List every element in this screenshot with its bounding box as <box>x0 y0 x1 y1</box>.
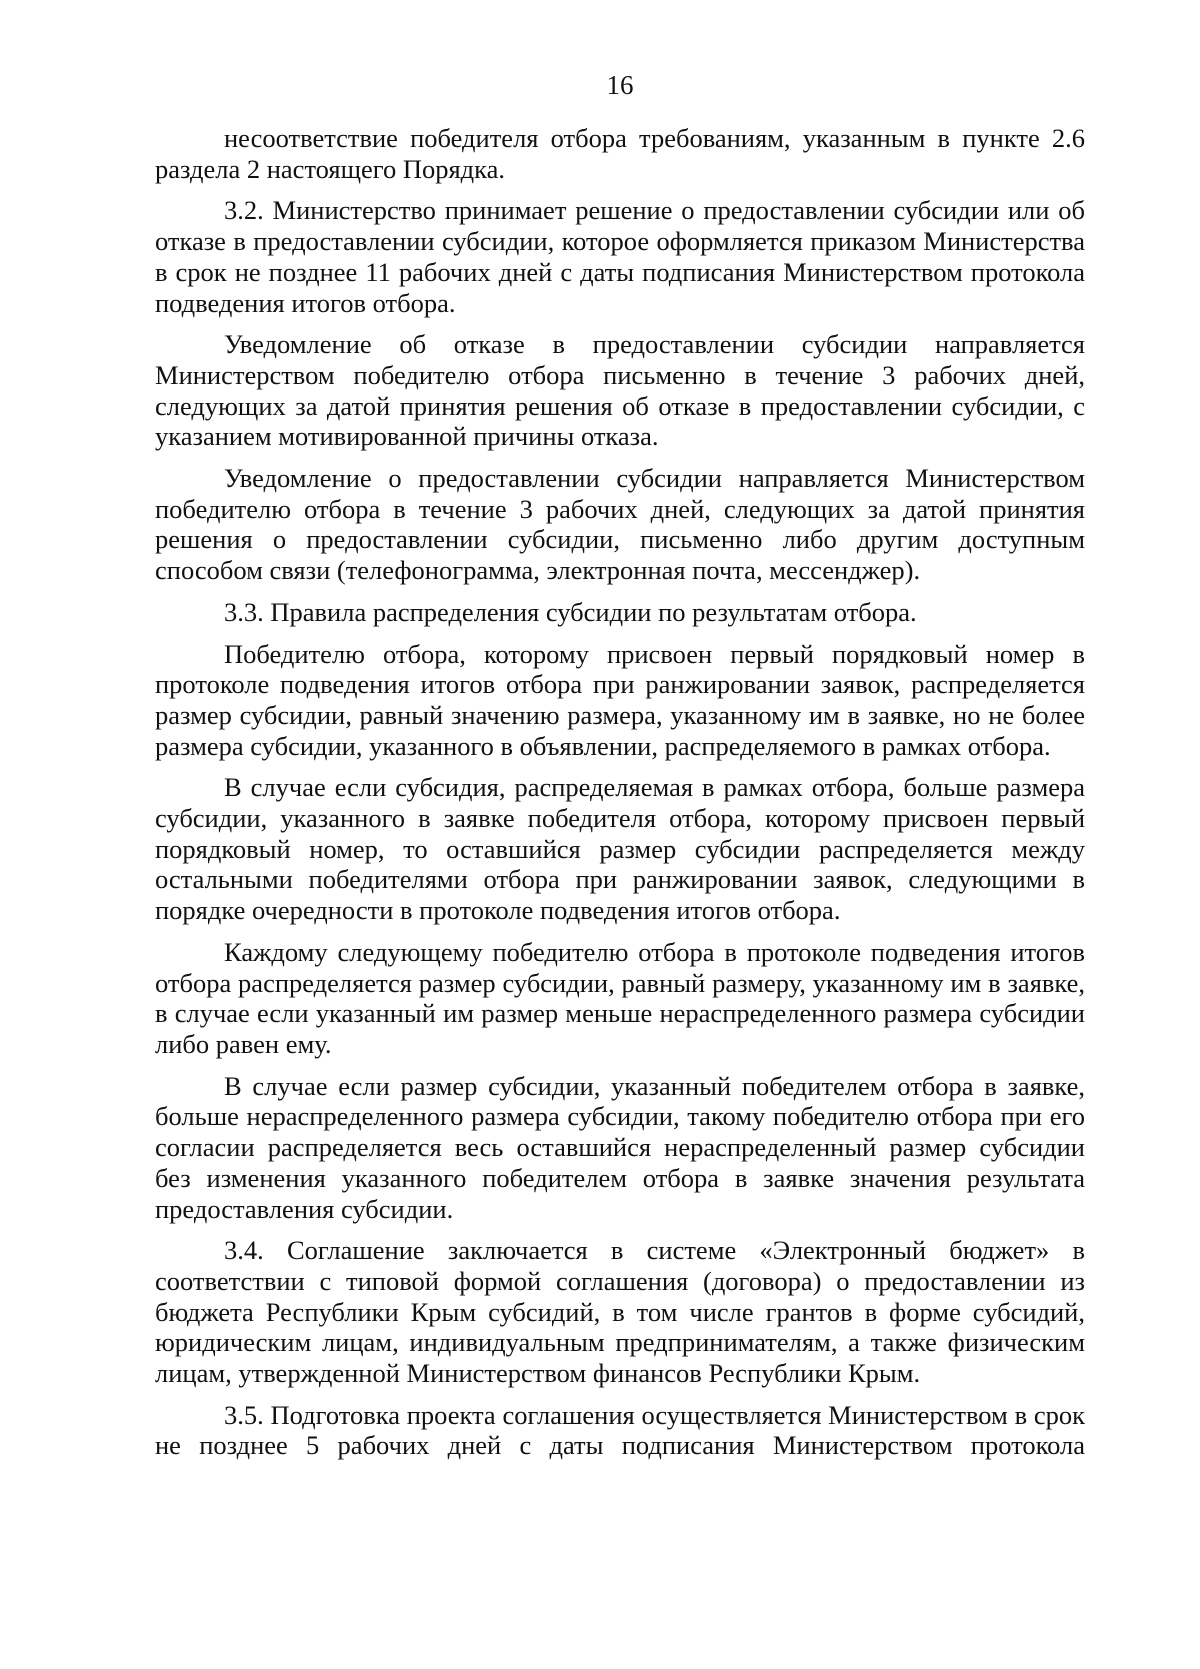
paragraph-grant-notice: Уведомление о предоставлении субсидии направляется Министерством победителю отбора в течение 3 рабочих дней, следующих за датой принятия решения о предоставлении субсидии, письменно либо другим доступным способом связи (телефонограмма, электронная почта, мессенджер). <box>155 463 1085 586</box>
paragraph-3-2: 3.2. Министерство принимает решение о предоставлении субсидии или об отказе в предоставлении субсидии, которое оформляется приказом Министерства в срок не позднее 11 рабочих дней с даты подписания Министерством протокола подведения итогов отбора. <box>155 195 1085 318</box>
page-number: 16 <box>606 70 634 100</box>
paragraph-3-3: 3.3. Правила распределения субсидии по результатам отбора. <box>224 596 917 627</box>
paragraph-insufficient-remainder: В случае если размер субсидии, указанный победителем отбора в заявке, больше нераспределенного размера субсидии, такому победителю отбора при его согласии распределяется весь оставшийся нераспределенный размер субсидии без изменения указанного победителем отбора в заявке значения результата предоставления субсидии. <box>155 1070 1085 1224</box>
paragraph-remaining-distribution: В случае если субсидия, распределяемая в рамках отбора, больше размера субсидии, указанного в заявке победителя отбора, которому присвоен первый порядковый номер, то оставшийся размер субсидии распределяется между остальными победителями отбора при ранжировании заявок, следующими в порядке очередности в протоколе подведения итогов отбора. <box>155 772 1085 926</box>
document-body <box>155 123 1085 1472</box>
paragraph-first-winner: Победителю отбора, которому присвоен первый порядковый номер в протоколе подведения итогов отбора при ранжировании заявок, распределяется размер субсидии, равный значению размера, указанному им в заявке, но не более размера субсидии, указанного в объявлении, распределяемого в рамках отбора. <box>155 638 1085 761</box>
paragraph-continuation: несоответствие победителя отбора требованиям, указанным в пункте 2.6 раздела 2 настоящего Порядка. <box>155 123 1085 184</box>
paragraph-next-winner: Каждому следующему победителю отбора в протоколе подведения итогов отбора распределяется размер субсидии, равный размеру, указанному им в заявке, в случае если указанный им размер меньше нераспределенного размера субсидии либо равен ему. <box>155 936 1085 1059</box>
paragraph-3-5: 3.5. Подготовка проекта соглашения осуществляется Министерством в срок не позднее 5 рабочих дней с даты подписания Министерством протокола <box>155 1399 1085 1461</box>
paragraph-refusal-notice: Уведомление об отказе в предоставлении субсидии направляется Министерством победителю отбора письменно в течение 3 рабочих дней, следующих за датой принятия решения об отказе в предоставлении субсидии, с указанием мотивированной причины отказа. <box>155 329 1085 452</box>
paragraph-3-4: 3.4. Соглашение заключается в системе «Электронный бюджет» в соответствии с типовой формой соглашения (договора) о предоставлении из бюджета Республики Крым субсидий, в том числе грантов в форме субсидий, юридическим лицам, индивидуальным предпринимателям, а также физическим лицам, утвержденной Министерством финансов Республики Крым. <box>155 1235 1085 1389</box>
